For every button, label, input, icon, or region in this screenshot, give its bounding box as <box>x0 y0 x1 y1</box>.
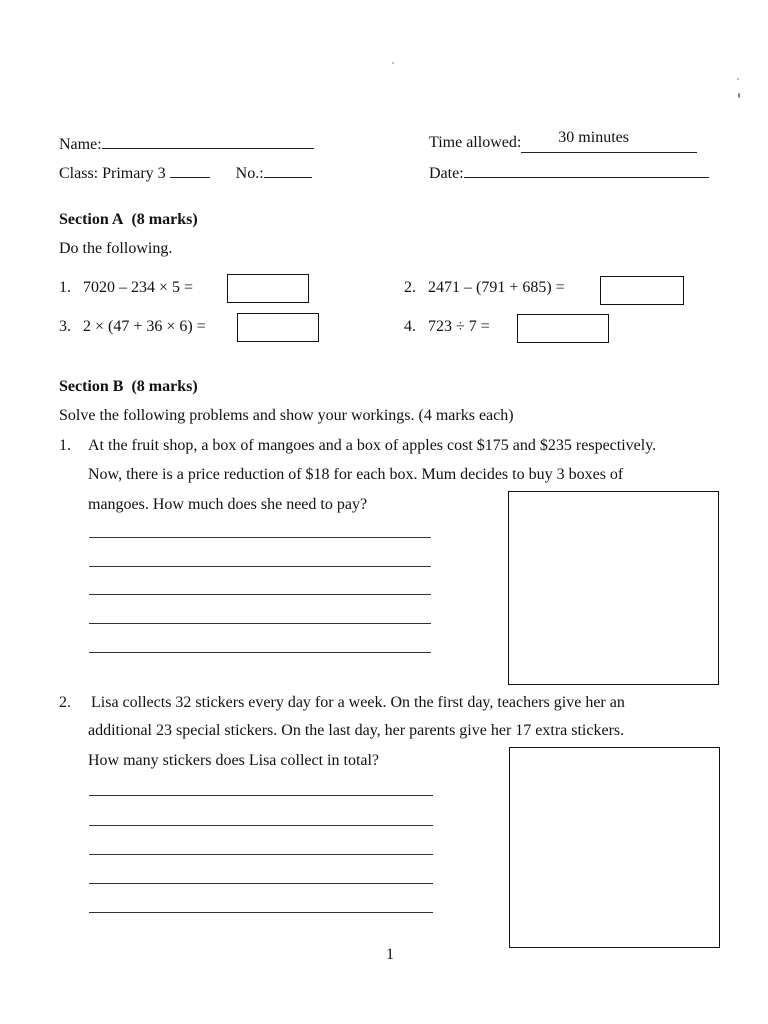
q4-expression: 723 ÷ 7 = <box>428 318 490 335</box>
section-b-label: Section B <box>59 378 124 395</box>
section-b-title <box>59 378 198 396</box>
section-a-title <box>59 211 198 229</box>
section-a-q2 <box>404 279 565 297</box>
problem-2-line-1: Lisa collects 32 stickers every day for a week. On the first day, teachers give her an <box>91 694 625 711</box>
problem-2-line-3: How many stickers does Lisa collect in total? <box>88 752 380 769</box>
problem-1-working-line[interactable] <box>89 623 431 624</box>
section-a-marks: (8 marks) <box>131 211 198 228</box>
problem-2-line-2: additional 23 special stickers. On the last day, her parents give her 17 extra stickers. <box>88 722 625 739</box>
no-label: No.: <box>235 165 264 182</box>
section-a-q3 <box>59 318 206 336</box>
section-b-instruction: Solve the following problems and show your workings. (4 marks each) <box>59 407 514 424</box>
problem-1-line-1: At the fruit shop, a box of mangoes and a box of apples cost $175 and $235 respectively. <box>88 437 657 454</box>
time-blank[interactable] <box>521 129 697 153</box>
section-a-q4 <box>404 318 490 336</box>
date-field <box>429 163 709 183</box>
problem-1-working-line[interactable] <box>89 652 431 653</box>
q3-expression: 2 × (47 + 36 × 6) = <box>83 318 206 335</box>
section-a-q1 <box>59 279 193 297</box>
q4-number: 4. <box>404 318 416 335</box>
problem-1-answer-box[interactable] <box>508 491 719 685</box>
problem-1-line-3: mangoes. How much does she need to pay? <box>88 496 368 513</box>
section-a-label: Section A <box>59 211 124 228</box>
name-label: Name: <box>59 136 102 153</box>
page-number: 1 <box>386 946 394 963</box>
q3-answer-box[interactable] <box>237 313 319 342</box>
time-field <box>429 129 697 153</box>
problem-1-number: 1. <box>59 437 71 454</box>
section-a-instruction: Do the following. <box>59 240 173 257</box>
problem-2-working-line[interactable] <box>89 912 433 913</box>
problem-1-working-line[interactable] <box>89 537 431 538</box>
problem-2-answer-box[interactable] <box>509 747 720 948</box>
scan-speck <box>738 93 740 98</box>
q2-number: 2. <box>404 279 416 296</box>
class-label: Class: Primary 3 <box>59 165 166 182</box>
problem-1-line-2: Now, there is a price reduction of $18 for each box. Mum decides to buy 3 boxes of <box>88 466 624 483</box>
q3-number: 3. <box>59 318 71 335</box>
problem-2-working-line[interactable] <box>89 854 433 855</box>
q4-answer-box[interactable] <box>517 314 609 343</box>
problem-2-working-line[interactable] <box>89 825 433 826</box>
time-label: Time allowed: <box>429 134 522 151</box>
q1-answer-box[interactable] <box>227 274 309 303</box>
date-label: Date: <box>429 165 464 182</box>
problem-2-number: 2. <box>59 694 71 711</box>
name-blank[interactable] <box>102 134 314 149</box>
scan-speck <box>392 62 394 64</box>
problem-1-working-line[interactable] <box>89 594 431 595</box>
date-blank[interactable] <box>464 163 709 178</box>
class-blank[interactable] <box>170 163 210 178</box>
q2-answer-box[interactable] <box>600 276 684 305</box>
class-field <box>59 163 312 183</box>
no-blank[interactable] <box>264 163 312 178</box>
problem-1-working-line[interactable] <box>89 566 431 567</box>
name-field[interactable] <box>59 134 314 154</box>
time-value: 30 minutes <box>558 129 629 146</box>
problem-2-working-line[interactable] <box>89 883 433 884</box>
problem-2-working-line[interactable] <box>89 795 433 796</box>
q1-expression: 7020 – 234 × 5 = <box>83 279 194 296</box>
q1-number: 1. <box>59 279 71 296</box>
scan-speck <box>737 78 739 80</box>
q2-expression: 2471 – (791 + 685) = <box>428 279 565 296</box>
section-b-marks: (8 marks) <box>131 378 198 395</box>
